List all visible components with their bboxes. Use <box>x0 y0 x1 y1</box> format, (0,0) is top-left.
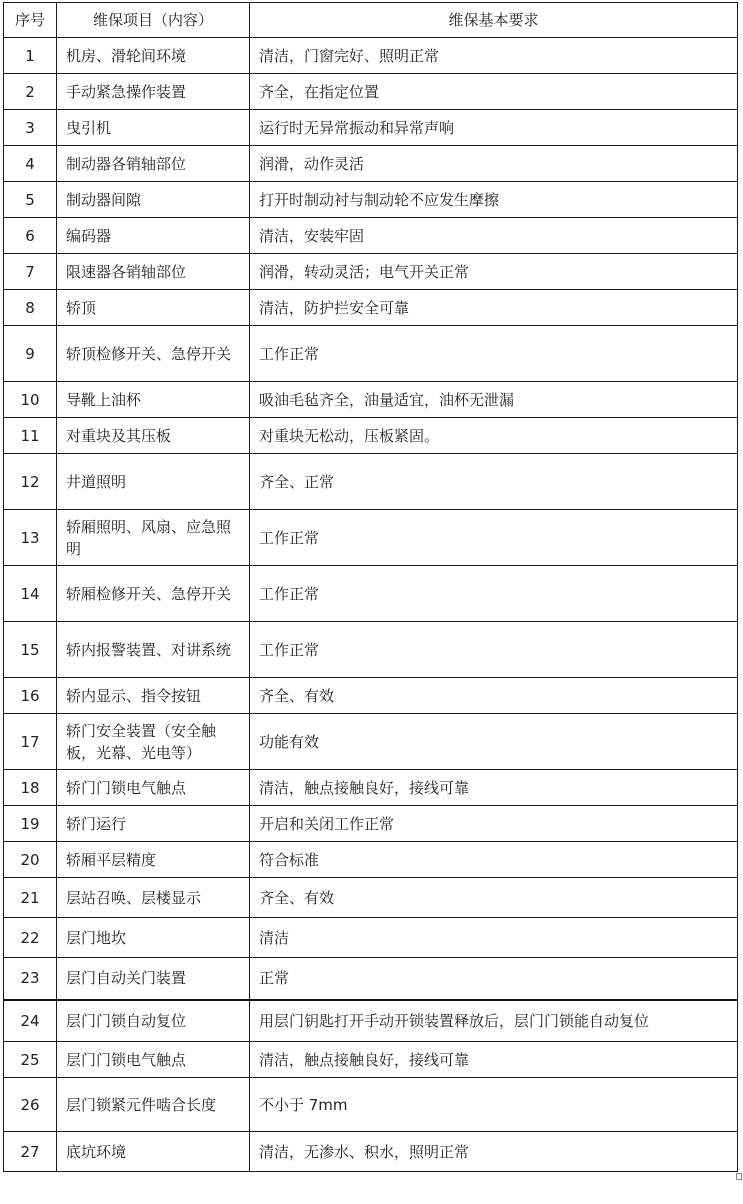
row-no: 19 <box>4 806 57 842</box>
row-requirement: 齐全、有效 <box>250 678 738 714</box>
row-item: 底坑环境 <box>57 1132 250 1172</box>
row-item: 轿内显示、指令按钮 <box>57 678 250 714</box>
row-requirement: 齐全，在指定位置 <box>250 74 738 110</box>
table-row <box>4 418 738 454</box>
row-requirement: 清洁，门窗完好、照明正常 <box>250 38 738 74</box>
table-row <box>4 110 738 146</box>
header-no: 序号 <box>4 3 57 38</box>
table-row <box>4 38 738 74</box>
table-row <box>4 1078 738 1132</box>
row-item: 轿门运行 <box>57 806 250 842</box>
table-row <box>4 1132 738 1172</box>
row-no: 2 <box>4 74 57 110</box>
row-no: 12 <box>4 454 57 510</box>
table-row <box>4 326 738 382</box>
row-requirement: 不小于 7mm <box>250 1078 738 1132</box>
corner-marker-icon <box>736 1173 742 1180</box>
row-no: 7 <box>4 254 57 290</box>
row-item: 轿厢照明、风扇、应急照明 <box>57 510 250 566</box>
row-requirement: 功能有效 <box>250 714 738 770</box>
row-item: 轿厢检修开关、急停开关 <box>57 566 250 622</box>
row-no: 8 <box>4 290 57 326</box>
table-row <box>4 714 738 770</box>
table-row <box>4 566 738 622</box>
row-no: 27 <box>4 1132 57 1172</box>
row-requirement: 运行时无异常振动和异常声响 <box>250 110 738 146</box>
row-no: 11 <box>4 418 57 454</box>
row-requirement: 对重块无松动，压板紧固。 <box>250 418 738 454</box>
row-item: 限速器各销轴部位 <box>57 254 250 290</box>
row-no: 14 <box>4 566 57 622</box>
row-no: 3 <box>4 110 57 146</box>
row-no: 21 <box>4 878 57 918</box>
table-row <box>4 510 738 566</box>
row-item: 轿门安全装置（安全触板，光幕、光电等） <box>57 714 250 770</box>
table-header-row <box>4 3 738 38</box>
row-requirement: 齐全、有效 <box>250 878 738 918</box>
table-row <box>4 842 738 878</box>
row-item: 机房、滑轮间环境 <box>57 38 250 74</box>
row-no: 17 <box>4 714 57 770</box>
row-requirement: 齐全、正常 <box>250 454 738 510</box>
table-row <box>4 918 738 958</box>
table-row <box>4 74 738 110</box>
row-requirement: 清洁，触点接触良好，接线可靠 <box>250 770 738 806</box>
row-item: 轿厢平层精度 <box>57 842 250 878</box>
row-item: 制动器间隙 <box>57 182 250 218</box>
row-item: 层门地坎 <box>57 918 250 958</box>
row-requirement: 正常 <box>250 958 738 1000</box>
row-no: 15 <box>4 622 57 678</box>
row-requirement: 清洁 <box>250 918 738 958</box>
row-requirement: 开启和关闭工作正常 <box>250 806 738 842</box>
table-row <box>4 454 738 510</box>
row-requirement: 符合标准 <box>250 842 738 878</box>
table-row <box>4 770 738 806</box>
row-requirement: 清洁，触点接触良好，接线可靠 <box>250 1042 738 1078</box>
table-row <box>4 254 738 290</box>
row-item: 层门门锁自动复位 <box>57 1000 250 1042</box>
row-item: 层门门锁电气触点 <box>57 1042 250 1078</box>
row-requirement: 清洁，防护拦安全可靠 <box>250 290 738 326</box>
row-requirement: 工作正常 <box>250 326 738 382</box>
table-row <box>4 806 738 842</box>
header-item: 维保项目（内容） <box>57 3 250 38</box>
row-item: 曳引机 <box>57 110 250 146</box>
row-no: 25 <box>4 1042 57 1078</box>
table-row <box>4 958 738 1000</box>
row-item: 轿内报警装置、对讲系统 <box>57 622 250 678</box>
row-item: 编码器 <box>57 218 250 254</box>
row-requirement: 用层门钥匙打开手动开锁装置释放后，层门门锁能自动复位 <box>250 1000 738 1042</box>
row-item: 轿门门锁电气触点 <box>57 770 250 806</box>
row-requirement: 工作正常 <box>250 510 738 566</box>
row-no: 20 <box>4 842 57 878</box>
row-no: 1 <box>4 38 57 74</box>
row-requirement: 工作正常 <box>250 566 738 622</box>
table-row <box>4 218 738 254</box>
row-no: 13 <box>4 510 57 566</box>
header-requirement: 维保基本要求 <box>250 3 738 38</box>
row-no: 24 <box>4 1000 57 1042</box>
table-row <box>4 290 738 326</box>
table-row <box>4 878 738 918</box>
row-requirement: 工作正常 <box>250 622 738 678</box>
table-row <box>4 1000 738 1042</box>
row-requirement: 清洁，无渗水、积水，照明正常 <box>250 1132 738 1172</box>
row-no: 6 <box>4 218 57 254</box>
table-row <box>4 146 738 182</box>
row-item: 对重块及其压板 <box>57 418 250 454</box>
row-item: 轿顶检修开关、急停开关 <box>57 326 250 382</box>
row-requirement: 清洁，安装牢固 <box>250 218 738 254</box>
row-item: 层站召唤、层楼显示 <box>57 878 250 918</box>
table-row <box>4 382 738 418</box>
row-no: 9 <box>4 326 57 382</box>
row-no: 22 <box>4 918 57 958</box>
row-item: 导靴上油杯 <box>57 382 250 418</box>
row-no: 4 <box>4 146 57 182</box>
row-item: 井道照明 <box>57 454 250 510</box>
maintenance-table <box>3 2 738 1172</box>
row-no: 23 <box>4 958 57 1000</box>
row-requirement: 打开时制动衬与制动轮不应发生摩擦 <box>250 182 738 218</box>
row-no: 5 <box>4 182 57 218</box>
row-requirement: 润滑，动作灵活 <box>250 146 738 182</box>
table-row <box>4 678 738 714</box>
row-no: 26 <box>4 1078 57 1132</box>
row-no: 18 <box>4 770 57 806</box>
row-item: 层门自动关门装置 <box>57 958 250 1000</box>
row-no: 10 <box>4 382 57 418</box>
row-requirement: 润滑，转动灵活；电气开关正常 <box>250 254 738 290</box>
row-item: 手动紧急操作装置 <box>57 74 250 110</box>
table-row <box>4 622 738 678</box>
row-item: 轿顶 <box>57 290 250 326</box>
table-row <box>4 182 738 218</box>
row-no: 16 <box>4 678 57 714</box>
row-item: 层门锁紧元件啮合长度 <box>57 1078 250 1132</box>
row-requirement: 吸油毛毡齐全，油量适宜，油杯无泄漏 <box>250 382 738 418</box>
row-item: 制动器各销轴部位 <box>57 146 250 182</box>
table-row <box>4 1042 738 1078</box>
